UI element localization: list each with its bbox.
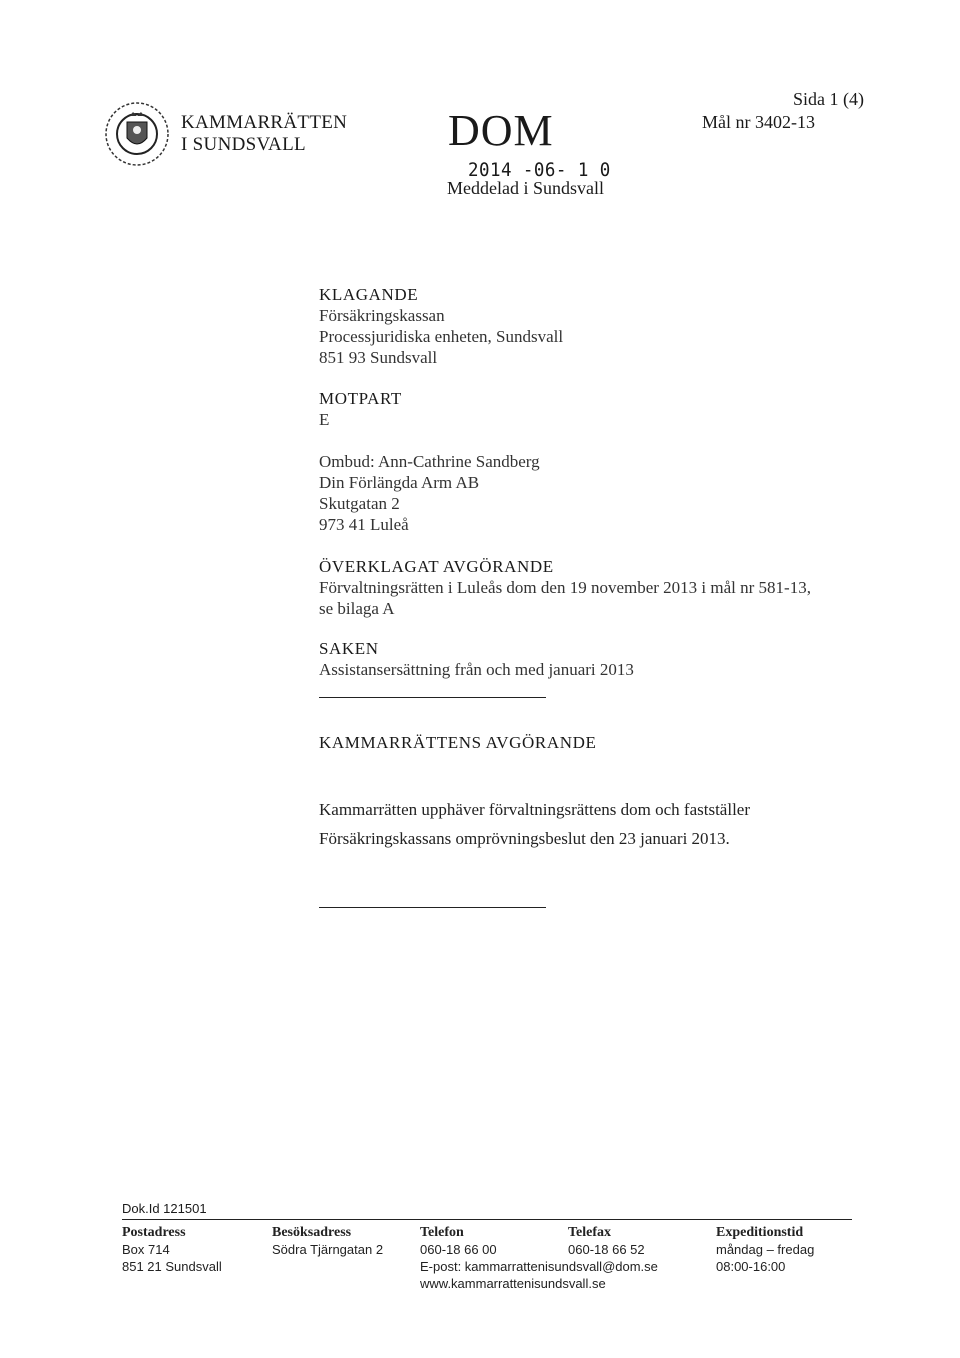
footer-expeditionstid	[716, 1224, 814, 1275]
footer-website-link[interactable]: www.kammarrattenisundsvall.se	[420, 1276, 606, 1291]
ombud-line: 973 41 Luleå	[319, 515, 409, 534]
decision-line: Försäkringskassans omprövningsbeslut den 23 januari 2013.	[319, 829, 730, 848]
klagande-line: Försäkringskassan	[319, 306, 445, 325]
issued-location: Meddelad i Sundsvall	[447, 178, 604, 198]
footer-value: 060-18 66 00	[420, 1242, 497, 1257]
document-type: DOM	[448, 106, 554, 155]
footer-label: Telefon	[420, 1225, 464, 1240]
saken-heading: SAKEN	[319, 639, 379, 658]
footer-label: Telefax	[568, 1225, 612, 1240]
footer-email-link[interactable]: E-post: kammarrattenisundsvall@dom.se	[420, 1259, 658, 1274]
court-name	[181, 112, 347, 156]
ombud-line: Din Förlängda Arm AB	[319, 473, 480, 492]
footer-divider	[122, 1219, 852, 1220]
ombud-line: Skutgatan 2	[319, 494, 400, 513]
overklagat-section	[319, 556, 811, 619]
footer-value: Box 714	[122, 1242, 170, 1257]
decision-heading: KAMMARRÄTTENS AVGÖRANDE	[319, 733, 597, 752]
document-id: Dok.Id 121501	[122, 1201, 207, 1216]
motpart-name: E	[319, 410, 330, 429]
ombud-line: Ombud: Ann-Cathrine Sandberg	[319, 452, 540, 471]
court-name-line2: I SUNDSVALL	[181, 134, 306, 155]
klagande-heading: KLAGANDE	[319, 285, 419, 304]
saken-section	[319, 638, 634, 680]
court-name-line1: KAMMARRÄTTEN	[181, 112, 348, 133]
footer-label: Besöksadress	[272, 1225, 352, 1240]
footer-besoksadress	[272, 1224, 383, 1258]
footer-value: 060-18 66 52	[568, 1242, 645, 1257]
motpart-section	[319, 388, 402, 430]
klagande-line: 851 93 Sundsvall	[319, 348, 438, 367]
saken-line: Assistansersättning från och med januari 2013	[319, 660, 634, 679]
stamp-date: 2014 -06- 1 0	[468, 159, 611, 181]
overklagat-heading: ÖVERKLAGAT AVGÖRANDE	[319, 557, 554, 576]
divider	[319, 907, 546, 908]
footer-value: Södra Tjärngatan 2	[272, 1242, 384, 1257]
ombud-section	[319, 451, 540, 535]
overklagat-line: Förvaltningsrätten i Luleås dom den 19 november 2013 i mål nr 581-13,	[319, 578, 811, 597]
footer-postadress	[122, 1224, 222, 1275]
footer-label: Postadress	[122, 1225, 186, 1240]
footer-value: måndag – fredag	[716, 1242, 815, 1257]
footer-contact	[420, 1258, 658, 1292]
klagande-line: Processjuridiska enheten, Sundsvall	[319, 327, 564, 346]
footer-telefax	[568, 1224, 645, 1258]
decision-text	[319, 795, 750, 853]
footer-label: Expeditionstid	[716, 1225, 804, 1240]
overklagat-line: se bilaga A	[319, 599, 395, 618]
footer-value: 08:00-16:00	[716, 1259, 786, 1274]
case-number: Mål nr 3402-13	[702, 112, 815, 132]
motpart-heading: MOTPART	[319, 389, 402, 408]
court-seal-icon	[103, 100, 171, 168]
decision-line: Kammarrätten upphäver förvaltningsrättens dom och fastställer	[319, 800, 750, 819]
klagande-section	[319, 284, 563, 368]
page-number: Sida 1 (4)	[793, 89, 864, 109]
footer-value: 851 21 Sundsvall	[122, 1259, 222, 1274]
footer-telefon	[420, 1224, 497, 1258]
divider	[319, 697, 546, 698]
